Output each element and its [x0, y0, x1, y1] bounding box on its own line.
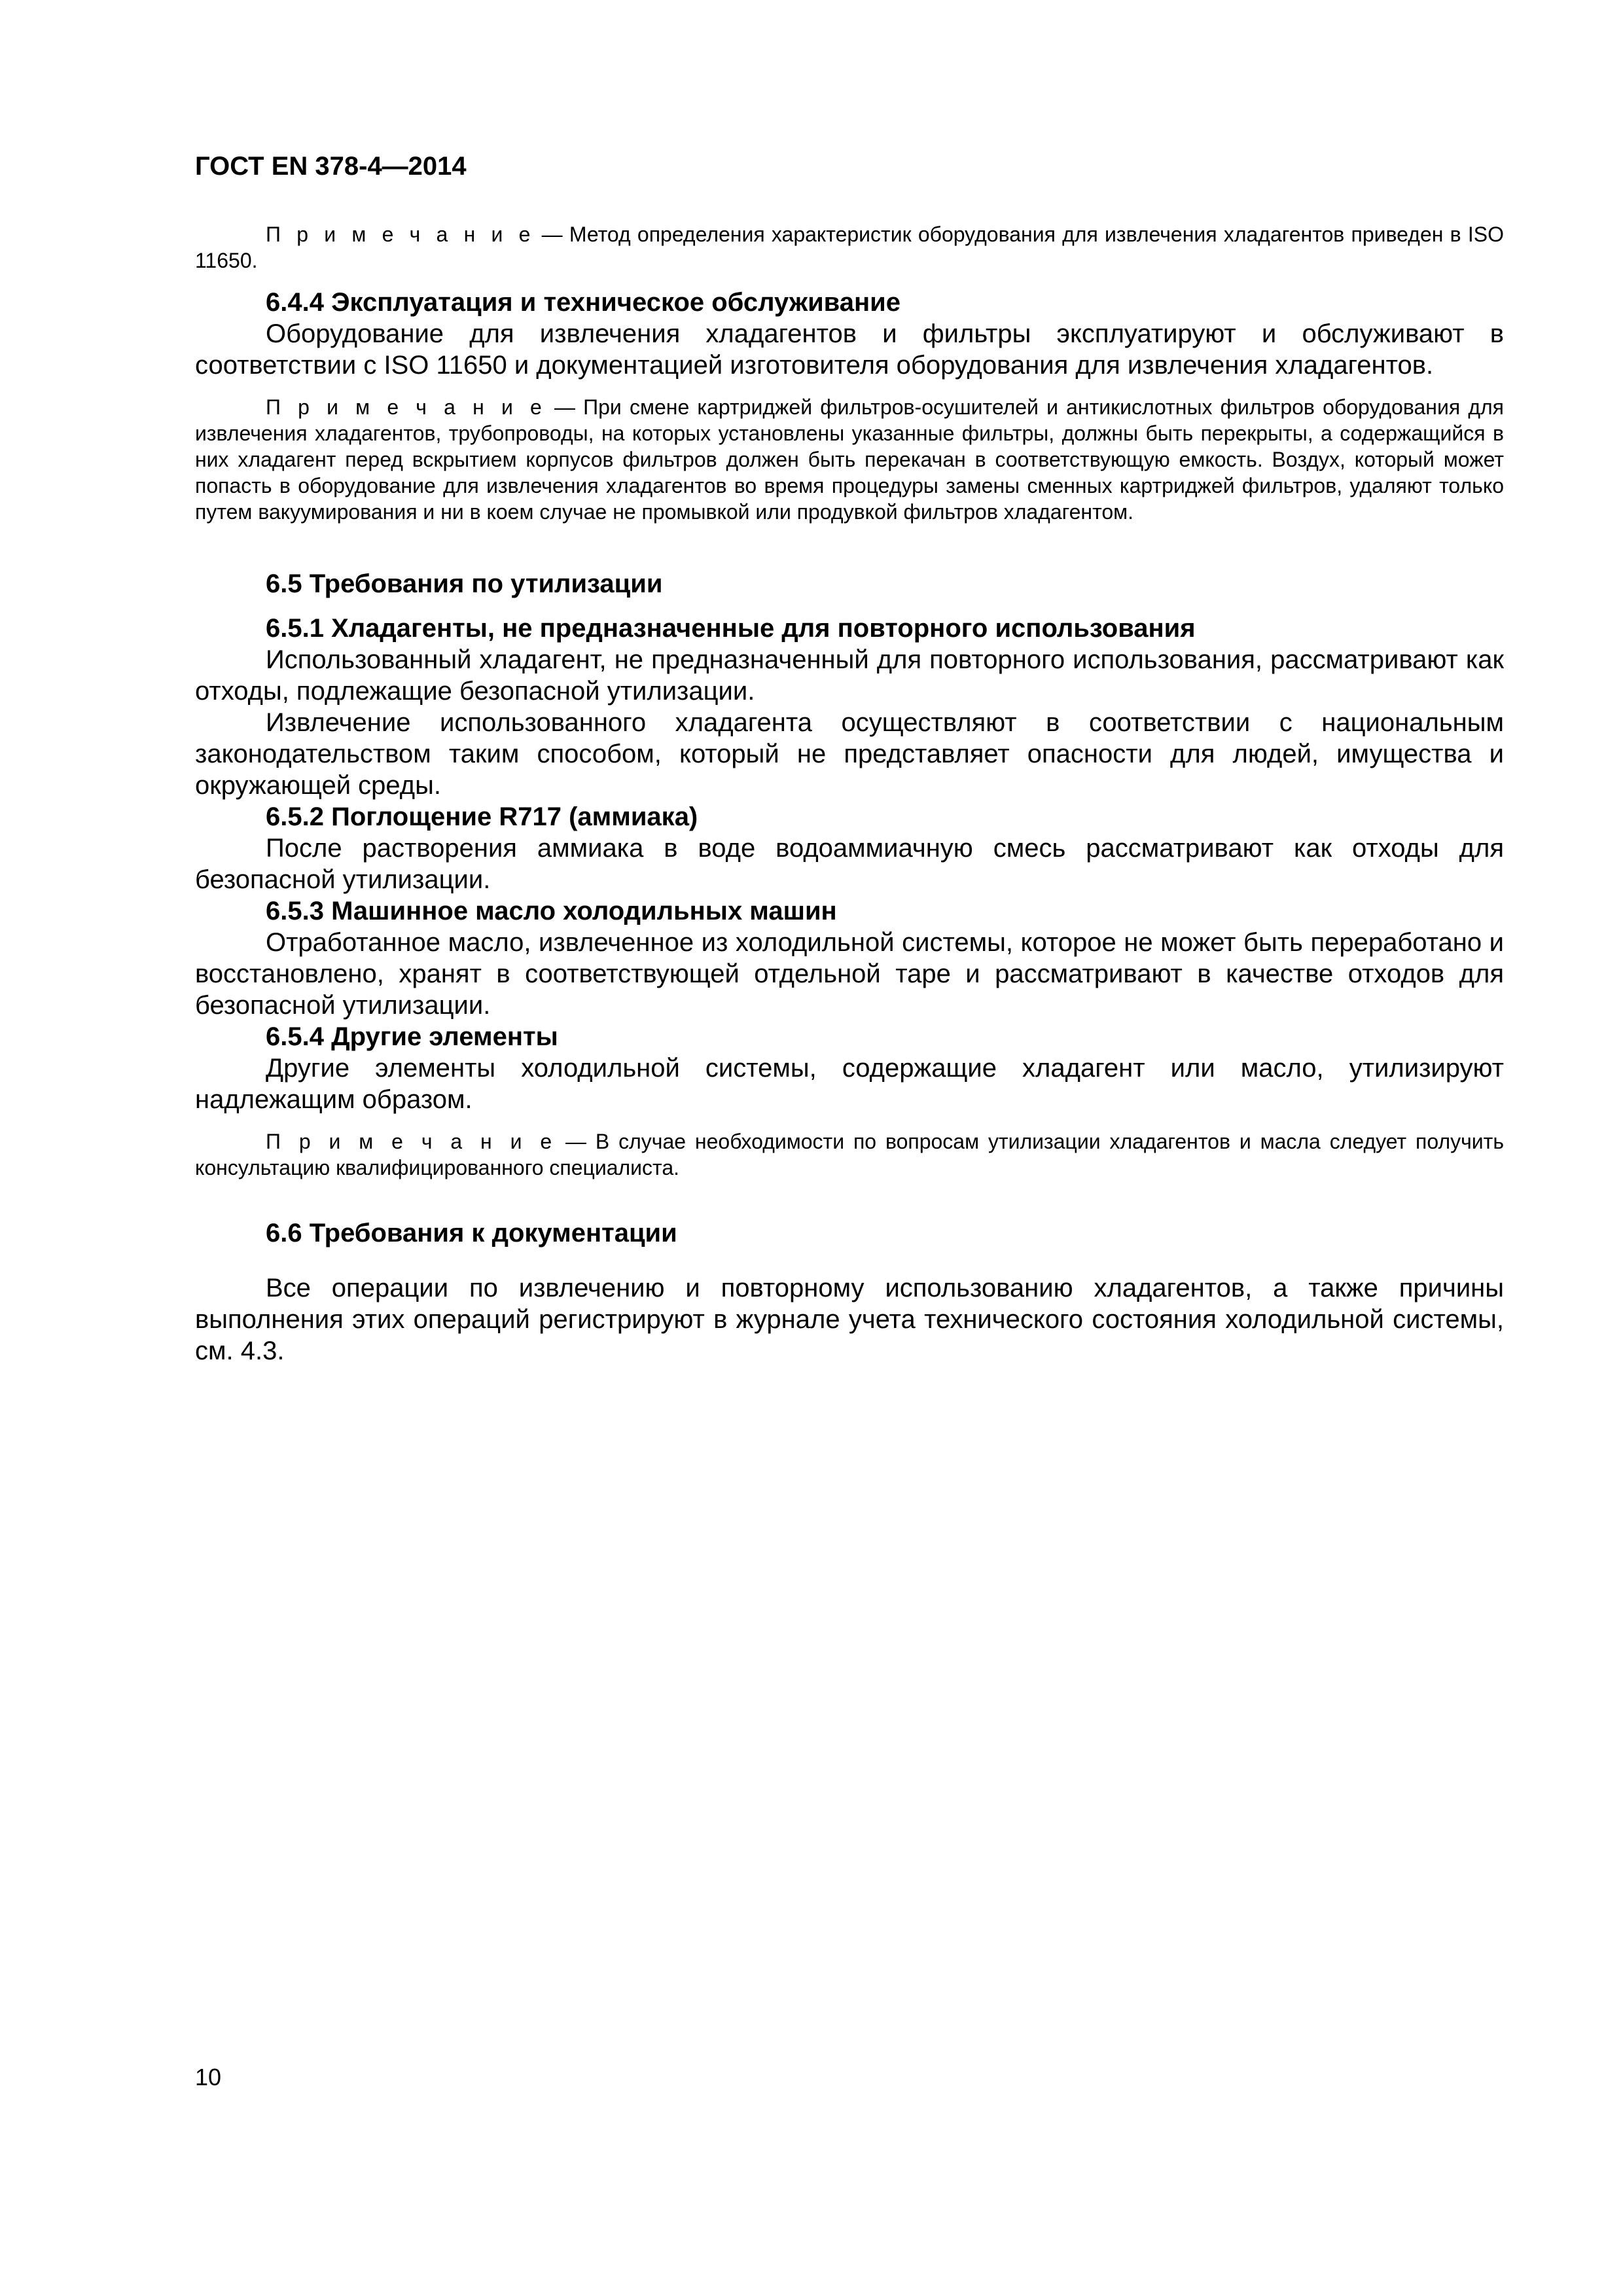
note-label: П р и м е ч а н и е — [266, 223, 535, 246]
heading-6-6: 6.6 Требования к документации — [266, 1219, 677, 1247]
note-text: — При смене картриджей фильтров-осушителей и антикислотных фильтров оборудования для извлечения хладагентов, трубопроводы, на которых установлены указанные фильтры, должны быть перекрыты, а содержащийся в них хладагент перед вскрытием корпусов фильтров должен быть перекачан в соответствующую емкость. Воздух, который может попасть в оборудование для извлечения хладагентов во время процедуры замены сменных картриджей фильтров, удаляют только путем вакуумирования и ни в коем случае не промывкой или продувкой фильтров хладагентом. — [195, 395, 1505, 524]
paragraph-6-5-4: Другие элементы холодильной системы, содержащие хладагент или масло, утилизируют надлежащим образом. — [195, 1054, 1504, 1114]
heading-6-5-3: 6.5.3 Машинное масло холодильных машин — [266, 897, 837, 925]
paragraph-6-4-4: Оборудование для извлечения хладагентов и фильтры эксплуатируют и обслуживают в соответствии с ISO 11650 и документацией изготовителя оборудования для извлечения хладагентов. — [195, 319, 1504, 380]
paragraph-6-5-1-a: Использованный хладагент, не предназначенный для повторного использования, рассматривают как отходы, подлежащие безопасной утилизации. — [195, 645, 1504, 706]
note-label: П р и м е ч а н и е — [266, 1130, 557, 1153]
heading-6-5-2: 6.5.2 Поглощение R717 (аммиака) — [266, 802, 698, 831]
paragraph-6-5-3: Отработанное масло, извлеченное из холодильной системы, которое не может быть переработано и восстановлено, хранят в соответствующей отдельной таре и рассматривают в качестве отходов для безопасной утилизации. — [195, 928, 1504, 1020]
note-label: П р и м е ч а н и е — [266, 395, 546, 419]
note-filter-cartridges — [195, 394, 1504, 525]
heading-6-5-4: 6.5.4 Другие элементы — [266, 1022, 558, 1051]
page-number: 10 — [195, 2064, 222, 2090]
heading-6-4-4: 6.4.4 Эксплуатация и техническое обслуживание — [266, 288, 901, 317]
note-iso-11650 — [195, 221, 1504, 274]
document-code-header: ГОСТ EN 378-4—2014 — [195, 152, 467, 181]
note-text: — Метод определения характеристик оборудования для извлечения хладагентов приведен в ISO 11650. — [195, 223, 1505, 272]
note-disposal-consultation — [195, 1128, 1504, 1181]
note-text: — В случае необходимости по вопросам утилизации хладагентов и масла следует получить консультацию квалифицированного специалиста. — [195, 1130, 1505, 1179]
paragraph-6-6: Все операции по извлечению и повторному использованию хладагентов, а также причины выполнения этих операций регистрируют в журнале учета технического состояния холодильной системы, см. 4.3. — [195, 1274, 1504, 1365]
document-page — [195, 0, 1504, 2296]
page-content — [195, 221, 1504, 1367]
paragraph-6-5-2: После растворения аммиака в воде водоаммиачную смесь рассматривают как отходы для безопасной утилизации. — [195, 834, 1504, 894]
paragraph-6-5-1-b: Извлечение использованного хладагента осуществляют в соответствии с национальным законодательством таким способом, который не представляет опасности для людей, имущества и окружающей среды. — [195, 708, 1504, 800]
heading-6-5: 6.5 Требования по утилизации — [266, 569, 663, 598]
heading-6-5-1: 6.5.1 Хладагенты, не предназначенные для повторного использования — [266, 614, 1196, 643]
